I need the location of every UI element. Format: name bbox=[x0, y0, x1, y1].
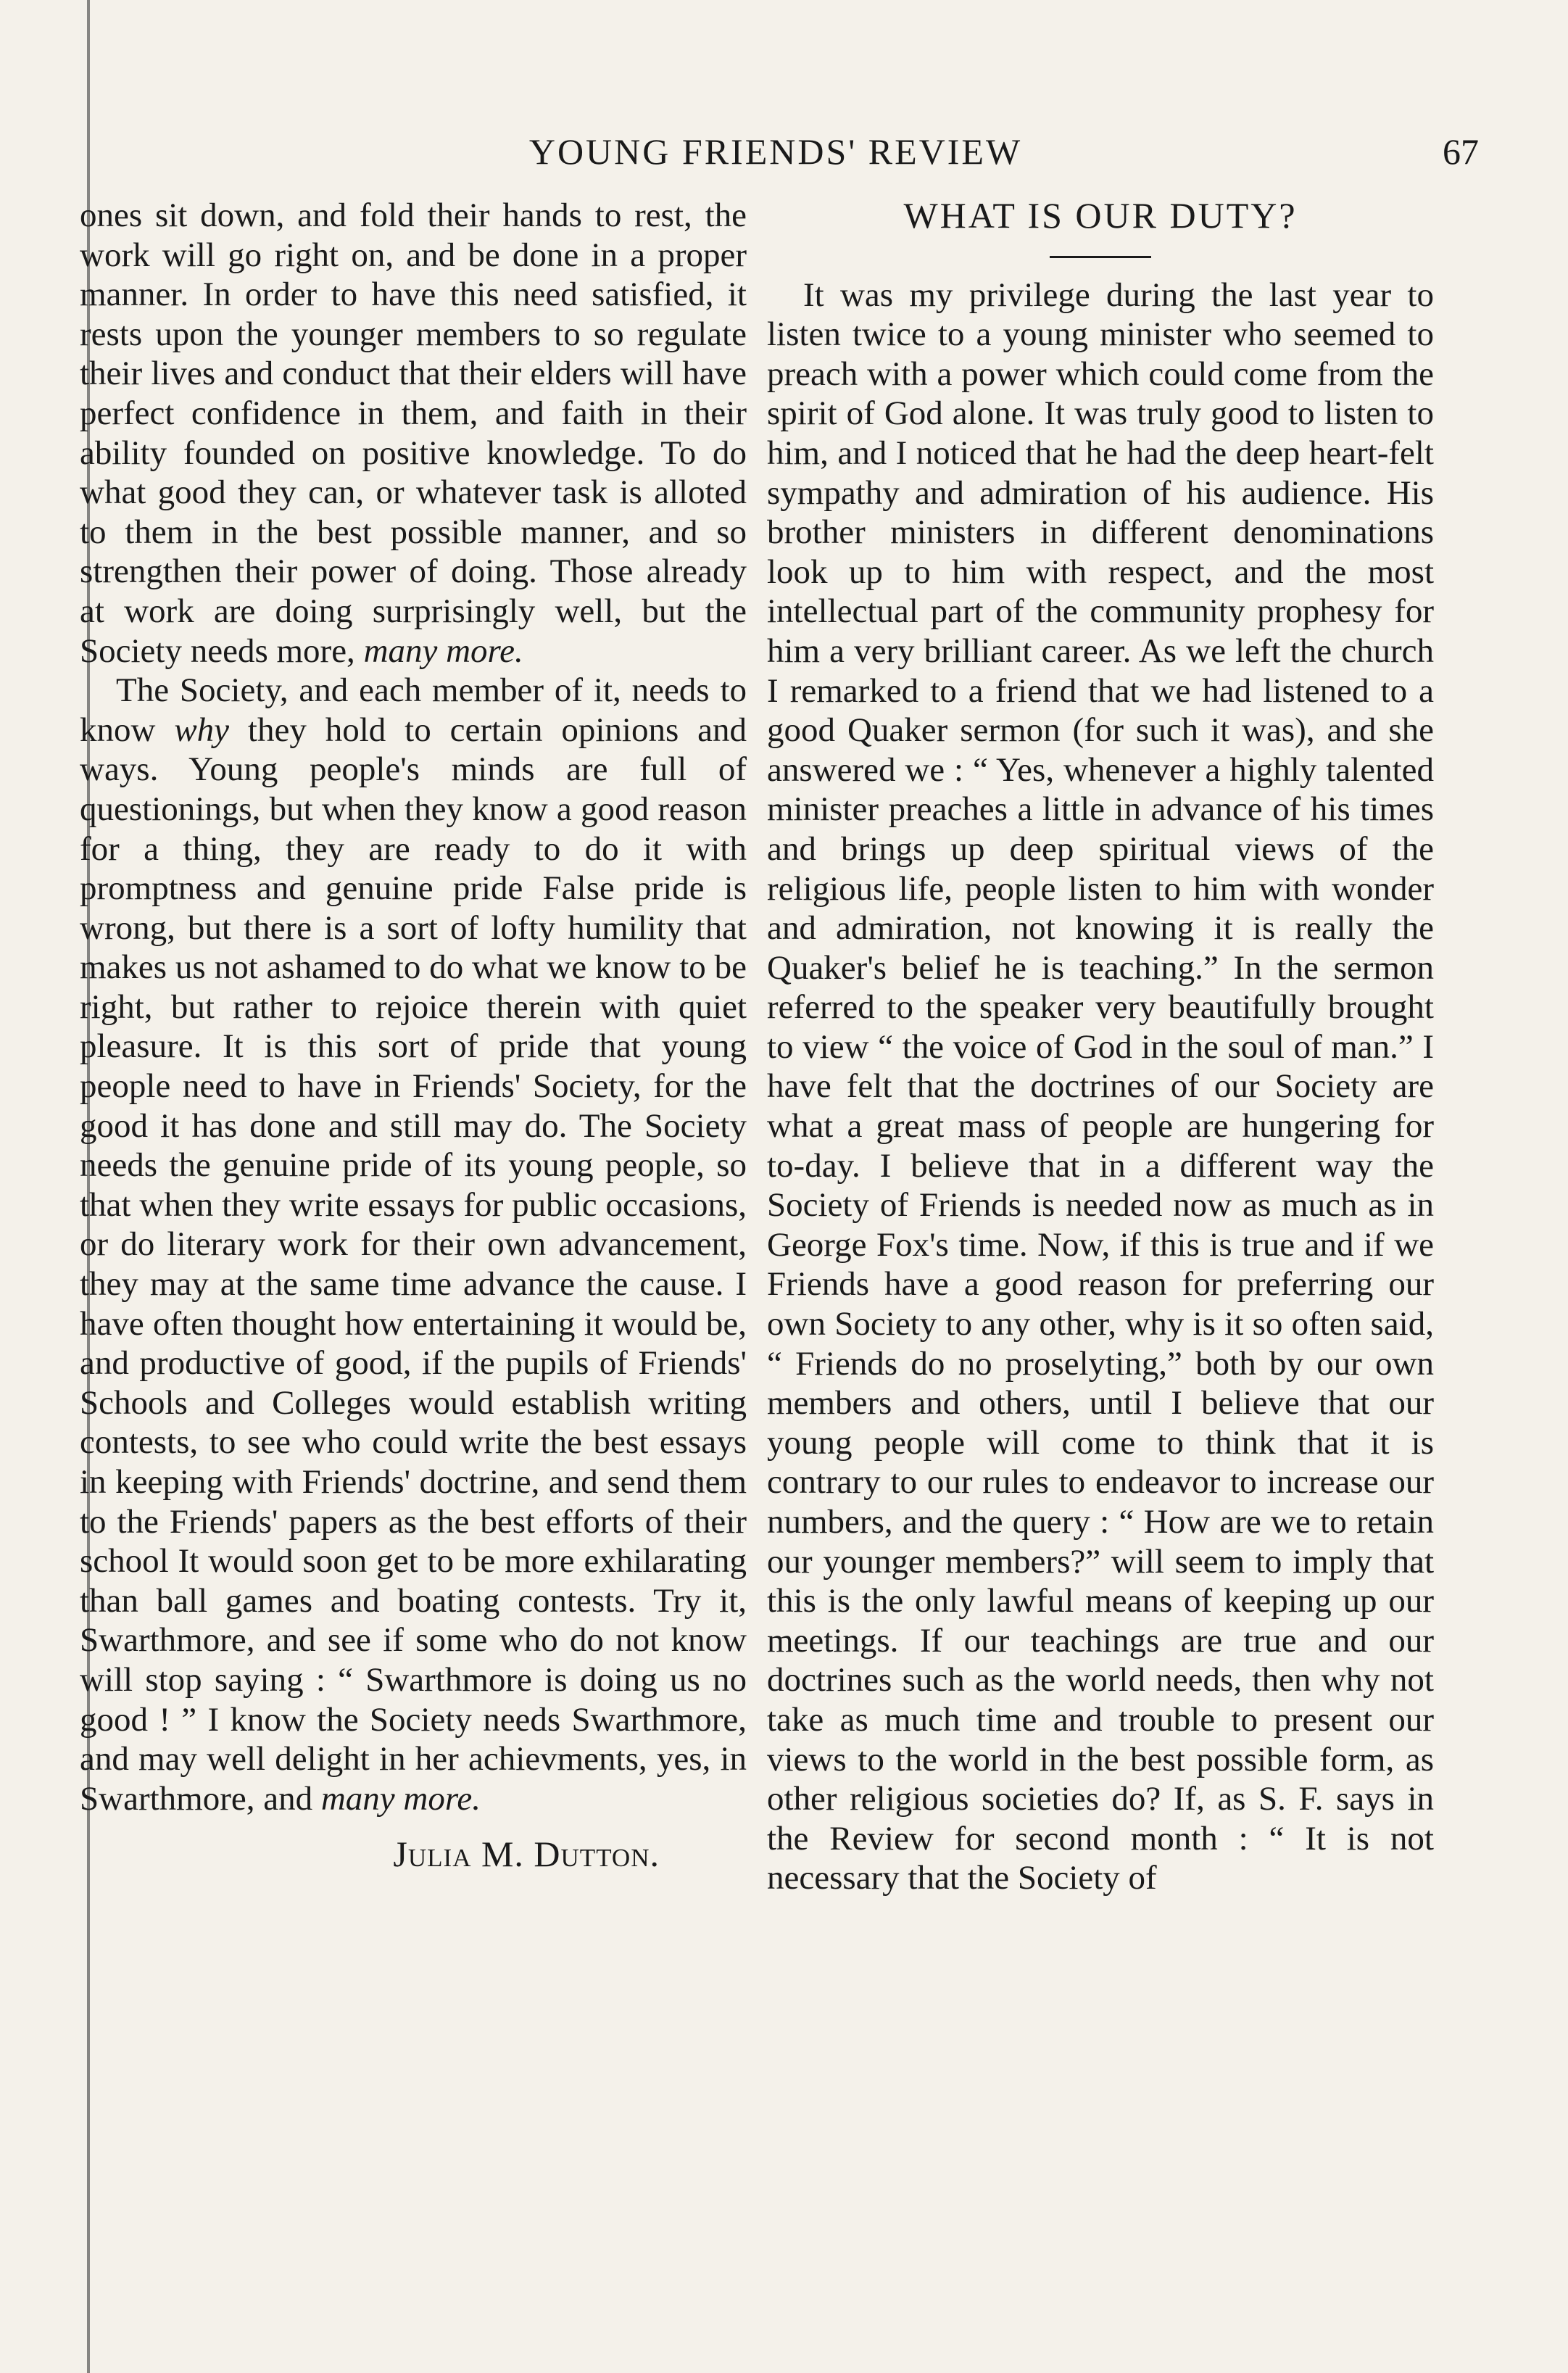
title-rule bbox=[1050, 256, 1151, 258]
emphasis-text: many more. bbox=[363, 631, 523, 670]
paragraph: It was my privilege during the last year to listen twice to a young minister who seemed to preach with a power which could come from the spirit of God alone. It was truly good to listen to him, and I noticed that he had the deep heart-felt sympathy and admiration of his audience. His brother ministers in different denominations look up to him with respect, and the most intellectual part of the community prophesy for him a very brilliant career. As we left the church I remarked to a friend that we had listened to a good Quaker sermon (for such it was), and she answered we : “ Yes, whenever a highly talented minister preaches a little in advance of his times and brings up deep spiritual views of the religious life, people listen to him with wonder and admiration, not knowing it is really the Quaker's belief he is teaching.” In the sermon referred to the speaker very beautifully brought to view “ the voice of God in the soul of man.” I have felt that the doctrines of our Society are what a great mass of people are hungering for to-day. I believe that in a different way the Society of Friends is needed now as much as in George Fox's time. Now, if this is true and if we Friends have a good reason for preferring our own Society to any other, why is it so often said, “ Friends do no proselyting,” both by our own members and others, until I believe that our young people will come to think that it is contrary to our rules to endeavor to increase our numbers, and the query : “ How are we to retain our younger members?” will seem to imply that this is the only lawful means of keeping up our meetings. If our teachings are true and our doctrines such as the world needs, then why not take as much time and trouble to present our views to the world in the best possible form, as other religious societies do? If, as S. F. says in the Review for second month : “ It is not necessary that the Society of bbox=[767, 276, 1434, 1897]
left-column bbox=[80, 196, 747, 1874]
paragraph-continuation bbox=[80, 196, 747, 671]
emphasis-text: many more. bbox=[320, 1779, 481, 1818]
paragraph bbox=[80, 671, 747, 1818]
page-header bbox=[0, 131, 1568, 181]
paragraph-text: they hold to certain opinions and ways. Young people's minds are full of questionings, but when they know a good reason for a thing, they are ready to do it with promptness and genuine pride False pride is wrong, but there is a sort of lofty humility that makes us not ashamed to do what we know to be right, but rather to rejoice therein with quiet pleasure. It is this sort of pride that young people need to have in Friends' Society, for the good it has done and still may do. The Society needs the genuine pride of its young people, so that when they write essays for public occasions, or do literary work for their own advancement, they may at the same time advance the cause. I have often thought how entertaining it would be, and productive of good, if the pupils of Friends' Schools and Colleges would establish writing contests, to see who could write the best essays in keeping with Friends' doctrine, and send them to the Friends' papers as the best efforts of their school It would soon get to be more exhilarating than ball games and boating contests. Try it, Swarthmore, and see if some who do not know will stop saying : “ Swarthmore is doing us no good ! ” I know the Society needs Swarthmore, and may well delight in her achievments, yes, in Swarthmore, and bbox=[80, 711, 747, 1818]
running-title: YOUNG FRIENDS' REVIEW bbox=[528, 131, 1023, 172]
paragraph-text: The Society, and each member of it, needs to know bbox=[80, 671, 747, 749]
page-number: 67 bbox=[1443, 131, 1479, 172]
author-signature: Julia M. Dutton. bbox=[393, 1834, 660, 1875]
paragraph-text: ones sit down, and fold their hands to rest, the work will go right on, and be done in a proper manner. In order to have this need satisfied, it rests upon the younger members to so regulate their lives and conduct that their elders will have perfect confidence in them, and faith in their ability founded on positive knowledge. To do what good they can, or whatever task is alloted to them in the best possible manner, and so strengthen their power of doing. Those already at work are doing surprisingly well, but the Society needs more, bbox=[80, 196, 747, 670]
right-column bbox=[767, 196, 1434, 1898]
emphasis-text: why bbox=[174, 711, 230, 749]
article-title: WHAT IS OUR DUTY? bbox=[903, 195, 1298, 236]
